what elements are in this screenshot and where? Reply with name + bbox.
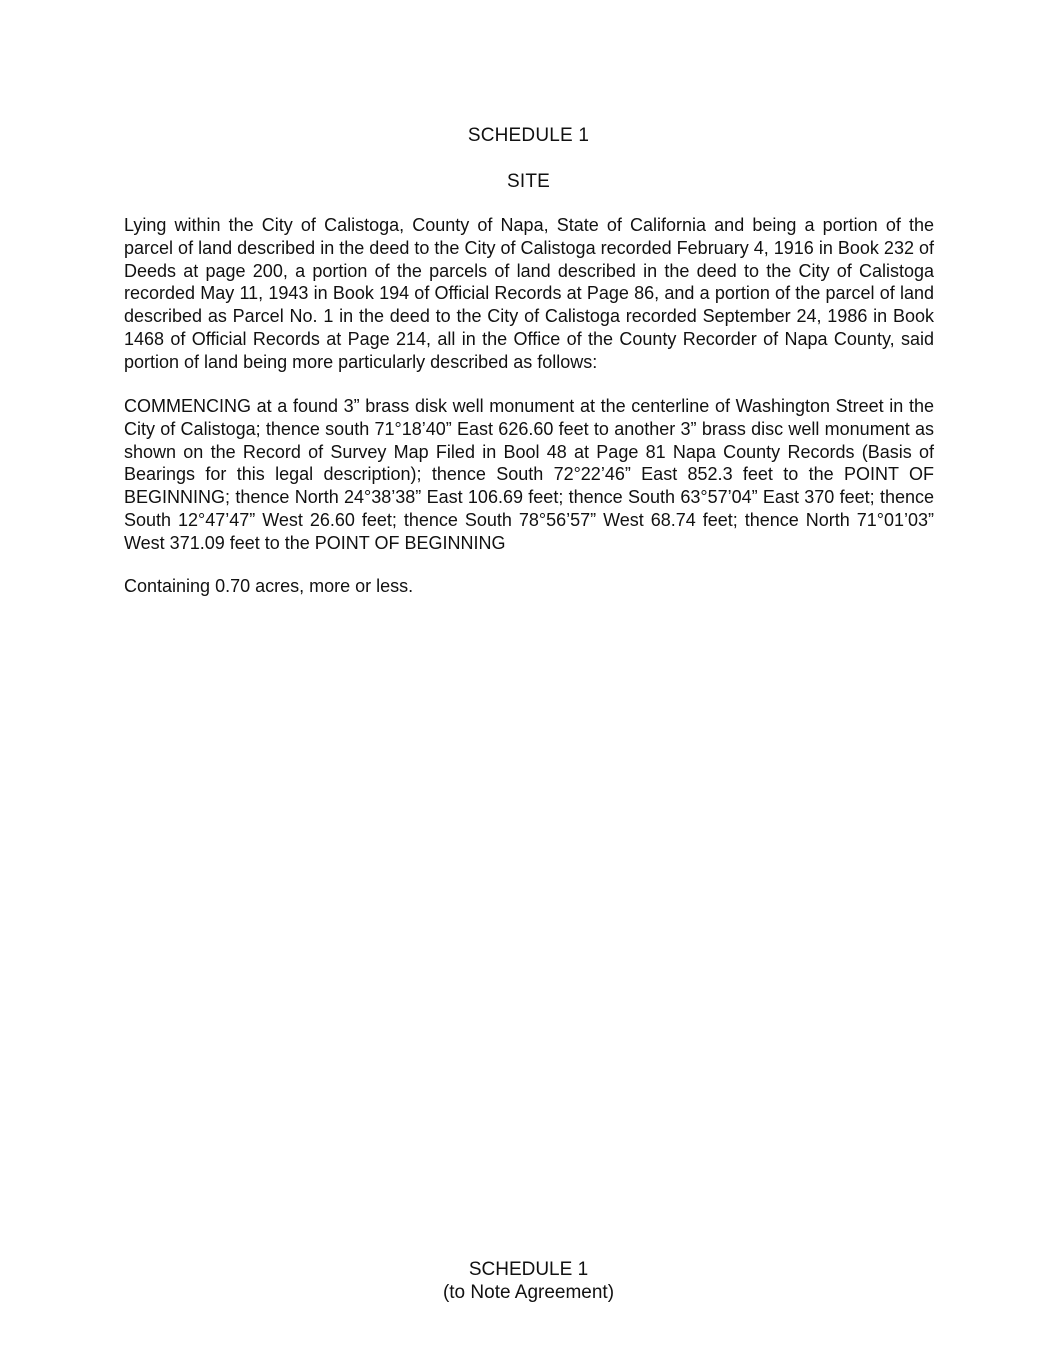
footer-note-label: (to Note Agreement) bbox=[442, 1282, 615, 1303]
site-subtitle: SITE bbox=[506, 171, 551, 192]
acreage-paragraph: Containing 0.70 acres, more or less. bbox=[124, 576, 414, 596]
description-paragraph: Lying within the City of Calistoga, County of Napa, State of California and being a portion of the parcel of land described in the deed to the City of Calistoga recorded February 4, 1916 in Book 232 of Deeds at page 200, a portion of the parcels of land described in the deed to the City of Calistoga recorded May 11, 1943 in Book 194 of Official Records at Page 86, and a portion of the parcel of land described as Parcel No. 1 in the deed to the City of Calistoga recorded September 24, 1986 in Book 1468 of Official Records at Page 214, all in the Office of the County Recorder of Napa County, said portion of land being more particularly described as follows: bbox=[124, 215, 934, 372]
survey-paragraph: COMMENCING at a found 3” brass disk well monument at the centerline of Washington Street in the City of Calistoga; thence south 71°18’40” East 626.60 feet to another 3” brass disc well monument as shown on the Record of Survey Map Filed in Bool 48 at Page 81 Napa County Records (Basis of Bearings for this legal description); thence South 72°22’46” East 852.3 feet to the POINT OF BEGINNING; thence North 24°38’38” East 106.69 feet; thence South 63°57’04” East 370 feet; thence South 12°47’47” West 26.60 feet; thence South 78°56’57” West 68.74 feet; thence North 71°01’03” West 371.09 feet to the POINT OF BEGINNING bbox=[124, 396, 934, 553]
footer-schedule-label: SCHEDULE 1 bbox=[468, 1259, 589, 1280]
schedule-title: SCHEDULE 1 bbox=[467, 125, 590, 146]
